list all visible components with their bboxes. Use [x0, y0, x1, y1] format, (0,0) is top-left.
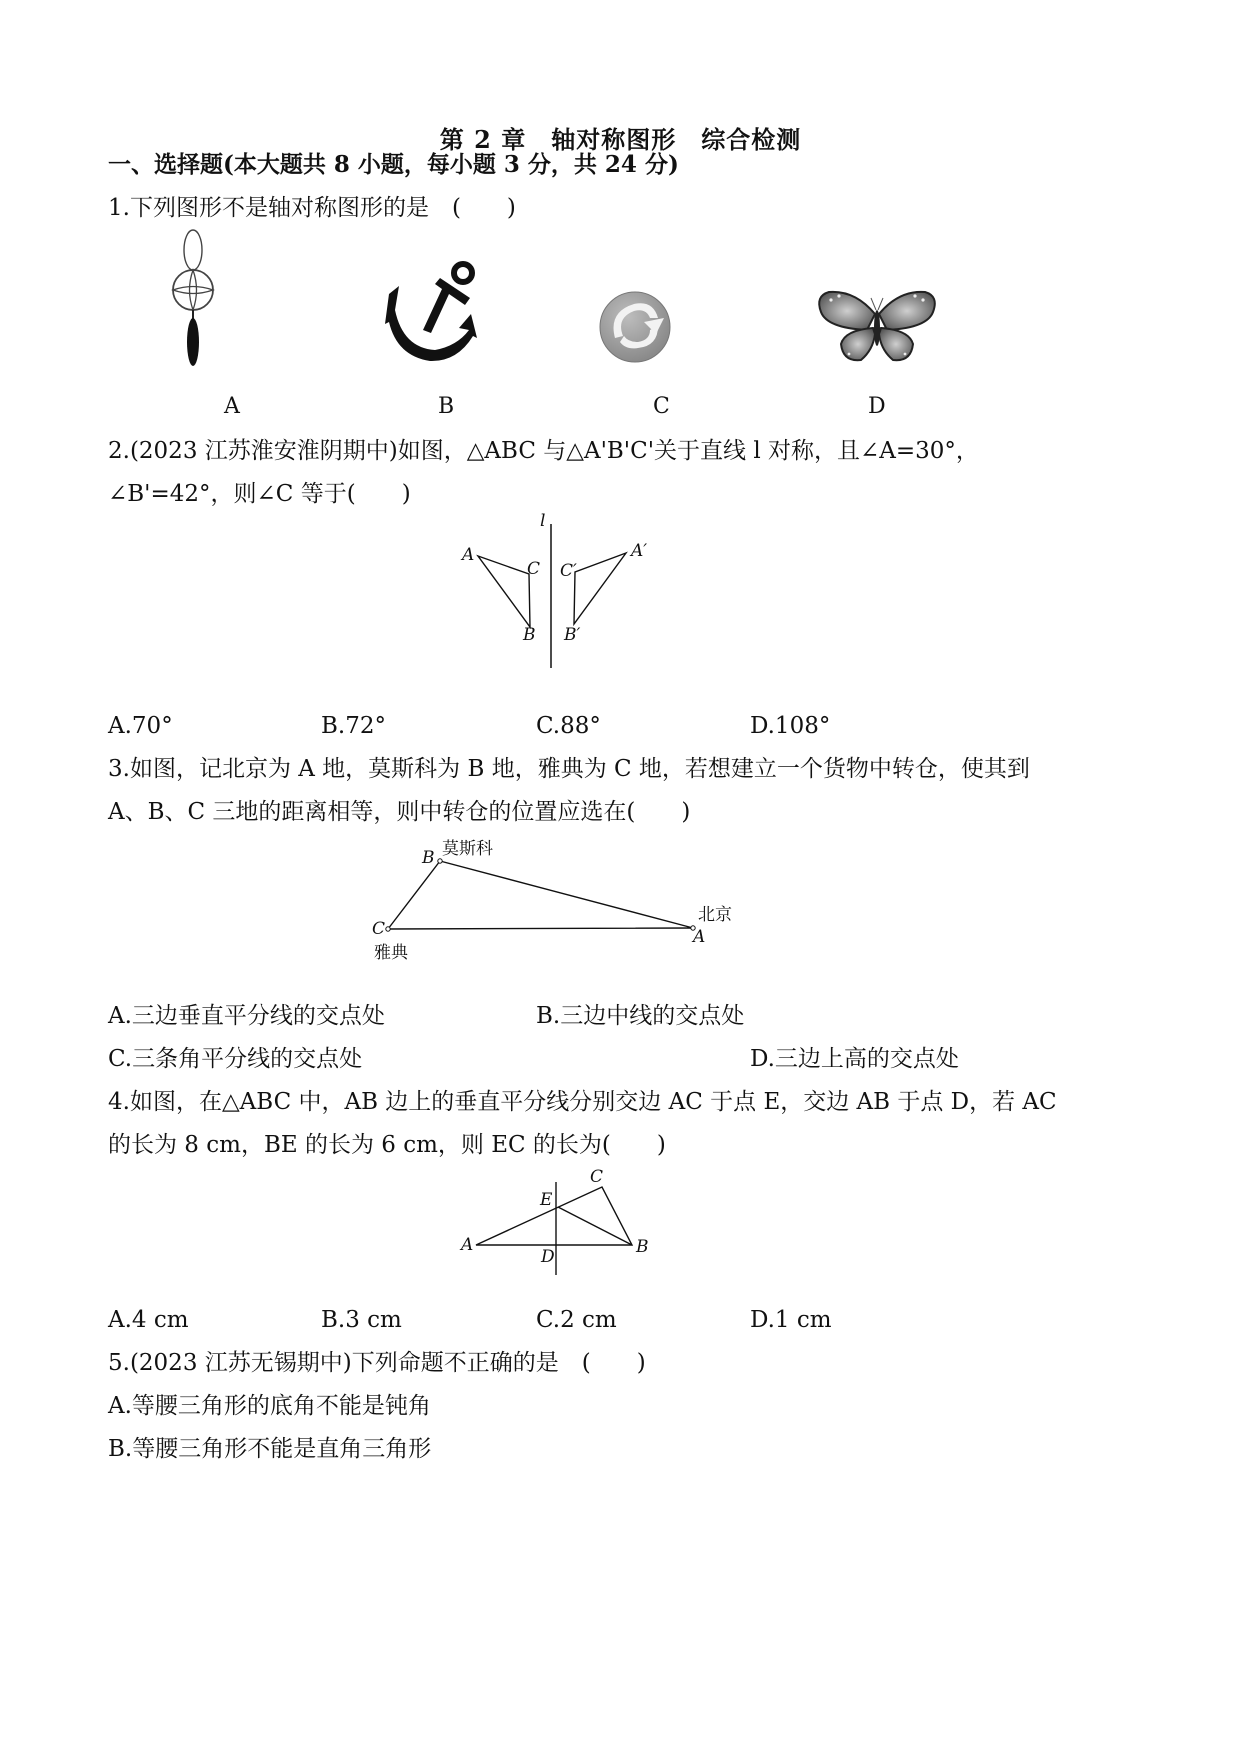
q5-stem: 5.(2023 江苏无锡期中)下列命题不正确的是 ( ) — [108, 1350, 646, 1376]
label-a: A — [693, 927, 706, 947]
q1-option-d: D — [868, 394, 886, 419]
q3-option-c: C.三条角平分线的交点处 — [108, 1046, 363, 1072]
q3-option-b: B.三边中线的交点处 — [536, 1003, 745, 1029]
page-title: 第 2 章 轴对称图形 综合检测 — [439, 125, 802, 154]
triangle-a1b1c1 — [574, 553, 626, 624]
triangle-abc — [476, 1187, 632, 1245]
label-d: D — [541, 1247, 555, 1267]
label-l: l — [540, 512, 546, 531]
label-e: E — [540, 1190, 553, 1210]
q3-figure — [360, 834, 760, 968]
label-c-prime: C′ — [560, 561, 577, 581]
q2-stem-line1: 2.(2023 江苏淮安淮阴期中)如图，△ABC 与△A'B'C'关于直线 l 对称，且∠A=30°， — [108, 438, 979, 464]
q4-stem-line2: 的长为 8 cm，BE 的长为 6 cm，则 EC 的长为( ) — [108, 1132, 666, 1158]
label-athens: 雅典 — [374, 943, 408, 963]
q2-figure — [450, 512, 660, 672]
q4-figure — [450, 1160, 670, 1290]
label-b: B — [422, 848, 435, 868]
q3-option-d: D.三边上高的交点处 — [750, 1046, 959, 1072]
q4-option-d: D.1 cm — [750, 1307, 832, 1333]
label-beijing: 北京 — [698, 905, 732, 925]
q3-stem-line1: 3.如图，记北京为 A 地，莫斯科为 B 地，雅典为 C 地，若想建立一个货物中转仓，使其到 — [108, 756, 1030, 782]
pendulum-ornament-icon — [160, 228, 230, 368]
label-c: C — [590, 1167, 604, 1187]
butterfly-icon — [815, 288, 939, 366]
q2-stem-line2: ∠B'=42°，则∠C 等于( ) — [108, 481, 411, 507]
q3-stem-line2: A、B、C 三地的距离相等，则中转仓的位置应选在( ) — [108, 799, 691, 825]
q5-option-a: A.等腰三角形的底角不能是钝角 — [108, 1393, 431, 1419]
label-c: C — [372, 919, 386, 939]
segment-be — [558, 1207, 632, 1245]
q1-stem: 1.下列图形不是轴对称图形的是 ( ) — [108, 195, 516, 221]
label-b-prime: B′ — [564, 625, 581, 645]
q1-option-a: A — [224, 394, 240, 419]
triangle-abc — [478, 556, 530, 627]
q2-option-d: D.108° — [750, 713, 831, 739]
label-a: A — [462, 545, 475, 565]
label-b: B — [636, 1237, 649, 1257]
q4-option-b: B.3 cm — [321, 1307, 402, 1333]
label-a-prime: A′ — [631, 541, 648, 561]
label-b: B — [523, 625, 536, 645]
q5-option-b: B.等腰三角形不能是直角三角形 — [108, 1436, 432, 1462]
q1-option-b: B — [438, 394, 455, 419]
q2-option-b: B.72° — [321, 713, 386, 739]
q4-option-c: C.2 cm — [536, 1307, 617, 1333]
q1-option-c: C — [653, 394, 670, 419]
q2-option-a: A.70° — [108, 713, 173, 739]
anchor-icon — [385, 258, 480, 368]
section-heading: 一、选择题(本大题共 8 小题，每小题 3 分，共 24 分) — [108, 151, 679, 178]
q2-option-c: C.88° — [536, 713, 601, 739]
label-a: A — [461, 1235, 474, 1255]
label-c: C — [527, 559, 541, 579]
q4-stem-line1: 4.如图，在△ABC 中，AB 边上的垂直平分线分别交边 AC 于点 E，交边 AB 于点 D，若 AC — [108, 1089, 1057, 1115]
q3-option-a: A.三边垂直平分线的交点处 — [108, 1003, 385, 1029]
recycling-arrow-circle-icon — [598, 290, 672, 364]
q4-option-a: A.4 cm — [108, 1307, 189, 1333]
triangle-abc-cities — [388, 861, 693, 929]
label-moscow: 莫斯科 — [442, 839, 493, 859]
